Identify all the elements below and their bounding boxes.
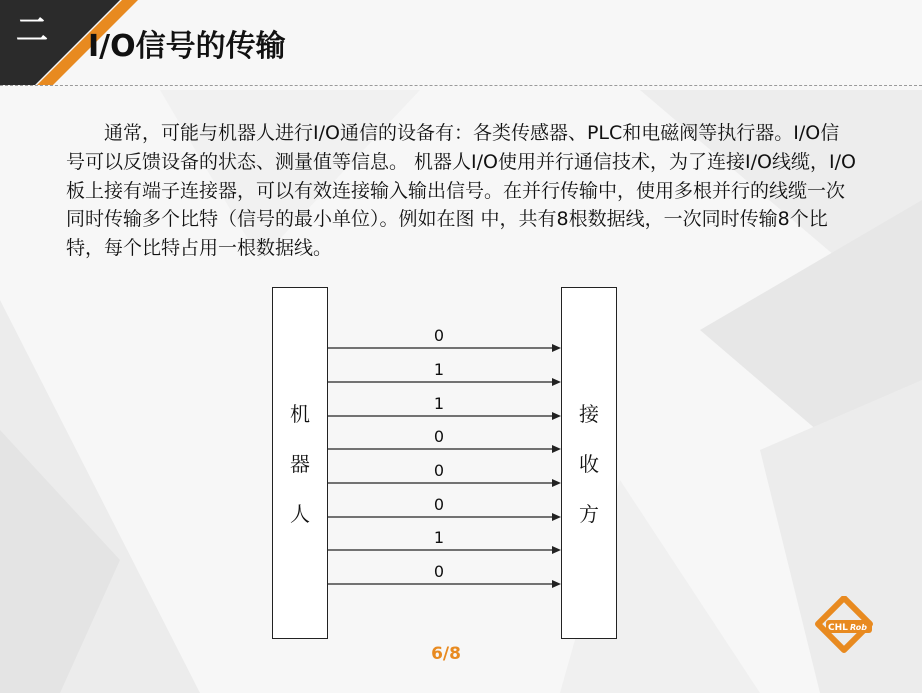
- body-text-line: （信号的最小单位）。例如在图 中，共有8根数据线，一次同时传输8个比特，: [66, 208, 828, 260]
- body-text-line: 行通信技术，为了连接I/O线缆，I/O板上接有端子连接器，可以有效连接输: [66, 150, 856, 202]
- data-line-arrow: [328, 513, 561, 521]
- logo-text-right: Rob: [850, 623, 867, 632]
- bit-label: 1: [433, 360, 445, 379]
- receiver-label-char: 收: [579, 452, 599, 476]
- bit-label: 1: [433, 394, 445, 413]
- body-paragraph: [66, 119, 856, 263]
- section-number: 二: [15, 11, 48, 49]
- bit-label: 0: [433, 427, 445, 446]
- body-text-line: 入输出信号。在并行传输中，使用多根并行的线缆一次同时传输多个比特: [66, 179, 846, 231]
- data-line-arrow: [328, 412, 561, 420]
- bit-label: 0: [433, 461, 445, 480]
- sender-label-char: 器: [290, 452, 310, 476]
- data-line-arrow: [328, 580, 561, 588]
- body-text-line: 通常，可能与机器人进行I/O通信的设备有：各类传感器、PLC和电磁阀: [104, 122, 699, 144]
- body-text-line: 等执行器。I/O信号可以反馈设备的状态、测量值等信息。 机器人I/O使用并: [66, 122, 840, 173]
- data-line-arrow: [328, 344, 561, 352]
- sender-label-char: 人: [290, 502, 310, 526]
- chl-rob-logo: [812, 596, 876, 660]
- data-line-arrow: [328, 479, 561, 487]
- data-line-arrow: [328, 445, 561, 453]
- receiver-label-char: 方: [579, 502, 599, 526]
- body-text-line: 每个比特占用一根数据线。: [104, 237, 333, 260]
- bit-label: 1: [433, 528, 445, 547]
- bit-label: 0: [433, 326, 445, 345]
- page-title: I/O信号的传输: [88, 29, 286, 64]
- data-line-arrow: [328, 378, 561, 386]
- title-divider: [0, 85, 922, 86]
- sender-label-char: 机: [290, 402, 310, 426]
- bit-label: 0: [433, 562, 445, 581]
- logo-text-left: CHL: [828, 623, 848, 633]
- receiver-label-char: 接: [579, 402, 599, 426]
- bit-label: 0: [433, 495, 445, 514]
- data-line-arrow: [328, 546, 561, 554]
- page-number: 6/8: [431, 644, 461, 664]
